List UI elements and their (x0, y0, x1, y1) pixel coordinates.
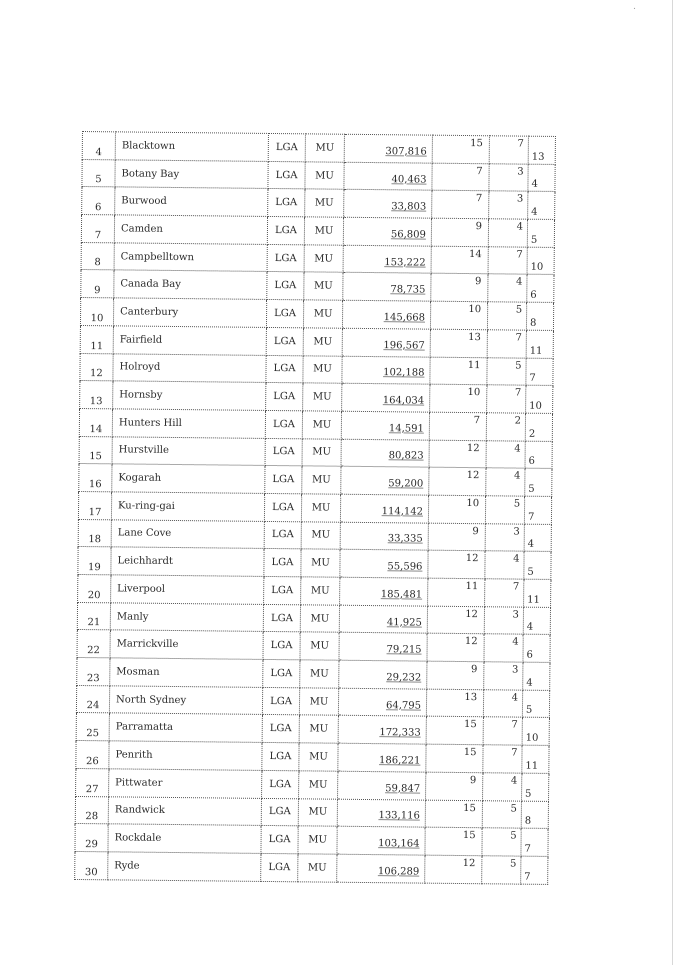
council-category: MU (303, 300, 342, 328)
row-number: 9 (81, 270, 114, 298)
population-value (341, 411, 429, 440)
population-value (343, 245, 431, 274)
col-a-value: 7 (432, 163, 489, 191)
col-a-value: 12 (427, 606, 484, 634)
council-name: Rockdale (108, 824, 261, 853)
table-body (75, 132, 556, 884)
population-value (343, 217, 431, 246)
row-number: 28 (75, 796, 108, 824)
col-a-value: 15 (425, 827, 482, 855)
col-c-value: 5 (524, 551, 551, 579)
council-table (74, 131, 556, 884)
council-name: Fairfield (113, 326, 266, 355)
council-category: MU (305, 189, 344, 217)
council-category: MU (298, 826, 337, 854)
row-number: 30 (75, 851, 108, 879)
council-type: LGA (263, 604, 300, 632)
population-value-text: 59,200 (388, 478, 424, 490)
population-value (339, 633, 427, 662)
col-c-value: 5 (525, 468, 552, 496)
col-c-value: 4 (523, 607, 550, 635)
council-name: Randwick (108, 796, 261, 825)
council-category: MU (303, 355, 342, 383)
council-type: LGA (262, 715, 299, 743)
council-category: MU (302, 466, 341, 494)
council-category: MU (301, 521, 340, 549)
row-number: 11 (80, 325, 113, 353)
col-a-value: 13 (426, 689, 483, 717)
col-c-value: 8 (521, 801, 548, 829)
population-value-text: 145,668 (383, 312, 426, 324)
population-value (338, 771, 426, 800)
col-b-value: 7 (483, 745, 522, 773)
population-value (342, 356, 430, 385)
council-category: MU (300, 660, 339, 688)
col-c-value: 10 (522, 718, 549, 746)
population-value (343, 273, 431, 302)
council-name: Marrickville (110, 630, 263, 659)
col-a-value: 10 (430, 384, 487, 412)
council-name: Manly (110, 603, 263, 632)
council-name: Ku-ring-gai (111, 492, 264, 521)
col-c-value: 5 (522, 773, 549, 801)
population-value-text: 153,222 (384, 256, 426, 269)
col-a-value: 11 (430, 357, 487, 385)
col-a-value: 15 (425, 800, 482, 828)
council-category: MU (300, 632, 339, 660)
council-type: LGA (261, 826, 298, 854)
col-b-value: 5 (487, 357, 526, 385)
row-number: 5 (82, 159, 115, 187)
council-category: MU (305, 134, 344, 162)
col-c-value: 4 (524, 524, 551, 552)
population-value-text: 102,188 (383, 367, 425, 379)
population-value (337, 826, 425, 855)
council-category: MU (299, 715, 338, 743)
col-c-value: 5 (522, 690, 549, 718)
col-b-value: 3 (484, 662, 523, 690)
col-a-value: 9 (427, 661, 484, 689)
council-name: Canterbury (113, 298, 266, 327)
row-number: 27 (76, 768, 109, 796)
population-value-text: 78,735 (390, 284, 426, 296)
council-type: LGA (264, 521, 301, 549)
council-name: Liverpool (111, 575, 264, 604)
col-a-value: 14 (431, 246, 488, 274)
council-type: LGA (265, 410, 302, 438)
council-category: MU (304, 272, 343, 300)
col-a-value: 7 (429, 412, 486, 440)
col-b-value: 7 (489, 136, 528, 164)
col-b-value: 4 (488, 219, 527, 247)
council-name: Ryde (108, 852, 261, 881)
council-type: LGA (266, 300, 303, 328)
council-name: Leichhardt (111, 547, 264, 576)
col-c-value: 5 (527, 219, 554, 247)
col-b-value: 3 (489, 163, 528, 191)
council-name: Penrith (109, 741, 262, 770)
population-value (344, 190, 432, 219)
row-number: 23 (77, 658, 110, 686)
col-c-value: 2 (525, 413, 552, 441)
row-number: 29 (75, 824, 108, 852)
col-b-value: 3 (484, 606, 523, 634)
population-value (337, 854, 425, 883)
council-name: Pittwater (109, 769, 262, 798)
col-b-value: 4 (485, 551, 524, 579)
col-c-value: 6 (523, 635, 550, 663)
council-type: LGA (261, 853, 298, 881)
col-b-value: 4 (483, 689, 522, 717)
col-b-value: 5 (482, 856, 521, 884)
population-value-text: 164,034 (382, 395, 425, 407)
row-number: 25 (76, 713, 109, 741)
col-a-value: 12 (429, 467, 486, 495)
population-value (342, 383, 430, 412)
council-name: North Sydney (109, 686, 262, 715)
population-value-text: 307,816 (385, 146, 427, 158)
col-c-value: 11 (522, 745, 549, 773)
population-value-text: 56,809 (390, 229, 426, 241)
row-number: 12 (80, 353, 113, 381)
row-number: 17 (78, 491, 111, 519)
corner-mark: ․ (633, 2, 637, 12)
council-type: LGA (262, 770, 299, 798)
col-a-value: 12 (425, 855, 482, 883)
col-c-value: 8 (526, 302, 553, 330)
council-name: Hurstville (112, 436, 265, 465)
council-type: LGA (267, 272, 304, 300)
col-c-value: 6 (525, 441, 552, 469)
council-name: Parramatta (109, 713, 262, 742)
council-name: Botany Bay (115, 160, 268, 189)
population-value-text: 40,463 (391, 173, 427, 186)
population-value-text: 114,142 (381, 505, 424, 518)
population-value (339, 605, 427, 634)
council-category: MU (299, 743, 338, 771)
col-b-value: 7 (485, 579, 524, 607)
col-c-value: 10 (527, 247, 554, 275)
population-value (344, 134, 432, 163)
council-type: LGA (263, 632, 300, 660)
row-number: 19 (78, 547, 111, 575)
col-b-value: 4 (484, 634, 523, 662)
council-type: LGA (268, 133, 305, 161)
council-type: LGA (268, 189, 305, 217)
col-a-value: 12 (427, 634, 484, 662)
col-a-value: 13 (430, 329, 487, 357)
council-type: LGA (268, 161, 305, 189)
col-b-value: 7 (488, 247, 527, 275)
col-b-value: 5 (482, 800, 521, 828)
col-a-value: 9 (426, 772, 483, 800)
council-type: LGA (267, 244, 304, 272)
col-b-value: 5 (482, 828, 521, 856)
population-value (341, 439, 429, 468)
council-name: Blacktown (115, 132, 268, 161)
population-value-text: 172,333 (379, 727, 421, 739)
row-number: 22 (77, 630, 110, 658)
col-c-value: 4 (523, 662, 550, 690)
council-type: LGA (261, 798, 298, 826)
population-value (340, 577, 428, 606)
population-value-text: 14,591 (388, 422, 424, 435)
council-name: Burwood (115, 187, 268, 216)
col-a-value: 9 (428, 523, 485, 551)
col-a-value: 15 (426, 717, 483, 745)
council-type: LGA (266, 355, 303, 383)
population-value-text: 64,795 (385, 699, 422, 712)
council-category: MU (302, 438, 341, 466)
council-category: MU (303, 328, 342, 356)
col-a-value: 9 (431, 274, 488, 302)
council-category: MU (302, 411, 341, 439)
population-value-text: 33,803 (391, 201, 427, 213)
council-type: LGA (263, 659, 300, 687)
council-type: LGA (265, 438, 302, 466)
population-value (340, 522, 428, 551)
council-category: MU (301, 549, 340, 577)
col-c-value: 13 (528, 136, 555, 164)
population-value-text: 196,567 (383, 339, 425, 352)
council-type: LGA (264, 549, 301, 577)
council-category: MU (299, 771, 338, 799)
row-number: 14 (79, 408, 112, 436)
council-category: MU (301, 494, 340, 522)
col-b-value: 4 (486, 468, 525, 496)
col-b-value: 5 (485, 496, 524, 524)
col-b-value: 7 (483, 717, 522, 745)
row-number: 20 (78, 574, 111, 602)
council-name: Holroyd (113, 353, 266, 382)
population-value (338, 743, 426, 772)
col-c-value: 4 (528, 164, 555, 192)
council-type: LGA (264, 576, 301, 604)
council-category: MU (299, 688, 338, 716)
council-category: MU (303, 383, 342, 411)
row-number: 24 (76, 685, 109, 713)
col-c-value: 7 (526, 358, 553, 386)
col-b-value: 4 (483, 773, 522, 801)
population-value (338, 716, 426, 745)
table-row (75, 851, 548, 884)
population-value (339, 660, 427, 689)
population-value-text: 185,481 (380, 588, 423, 601)
council-name: Hunters Hill (112, 409, 265, 438)
council-type: LGA (267, 217, 304, 245)
population-value-text: 41,925 (386, 616, 422, 629)
population-value (341, 466, 429, 495)
population-value (342, 328, 430, 357)
row-number: 4 (82, 132, 115, 160)
col-a-value: 9 (431, 218, 488, 246)
population-value-text: 55,596 (387, 561, 423, 573)
council-category: MU (304, 245, 343, 273)
population-value (338, 688, 426, 717)
col-a-value: 10 (430, 301, 487, 329)
population-value-text: 133,116 (378, 810, 420, 822)
council-type: LGA (262, 743, 299, 771)
population-value-text: 79,215 (386, 644, 422, 656)
col-c-value: 10 (526, 385, 553, 413)
col-c-value: 7 (524, 496, 551, 524)
col-a-value: 10 (428, 495, 485, 523)
col-c-value: 7 (521, 828, 548, 856)
population-value (340, 550, 428, 579)
population-value-text: 186,221 (379, 755, 421, 767)
col-b-value: 4 (488, 274, 527, 302)
row-number: 8 (81, 242, 114, 270)
col-a-value: 11 (428, 578, 485, 606)
council-category: MU (298, 798, 337, 826)
col-a-value: 12 (429, 440, 486, 468)
row-number: 13 (80, 381, 113, 409)
population-value-text: 33,335 (387, 533, 423, 546)
col-b-value: 5 (487, 302, 526, 330)
row-number: 18 (78, 519, 111, 547)
col-c-value: 11 (524, 579, 551, 607)
council-type: LGA (266, 383, 303, 411)
population-value-text: 29,232 (386, 672, 422, 684)
council-name: Camden (114, 215, 267, 244)
council-category: MU (301, 577, 340, 605)
council-category: MU (298, 854, 337, 882)
population-value (344, 162, 432, 191)
col-c-value: 11 (526, 330, 553, 358)
col-b-value: 7 (487, 385, 526, 413)
council-name: Campbelltown (114, 243, 267, 272)
council-type: LGA (265, 466, 302, 494)
council-category: MU (304, 217, 343, 245)
council-type: LGA (262, 687, 299, 715)
col-b-value: 3 (489, 191, 528, 219)
col-a-value: 15 (426, 744, 483, 772)
row-number: 15 (79, 436, 112, 464)
council-name: Mosman (110, 658, 263, 687)
col-c-value: 6 (527, 275, 554, 303)
col-a-value: 15 (432, 135, 489, 163)
row-number: 21 (77, 602, 110, 630)
col-a-value: 12 (428, 550, 485, 578)
population-value-text: 80,823 (388, 450, 424, 463)
col-b-value: 4 (486, 440, 525, 468)
population-value (340, 494, 428, 523)
row-number: 16 (79, 464, 112, 492)
col-a-value: 7 (432, 191, 489, 219)
council-name: Lane Cove (111, 519, 264, 548)
council-name: Canada Bay (114, 270, 267, 299)
col-b-value: 3 (485, 523, 524, 551)
council-category: MU (300, 605, 339, 633)
col-c-value: 4 (528, 192, 555, 220)
council-category: MU (305, 162, 344, 190)
council-name: Kogarah (112, 464, 265, 493)
row-number: 26 (76, 741, 109, 769)
population-value (337, 799, 425, 828)
population-value (342, 300, 430, 329)
council-type: LGA (264, 493, 301, 521)
population-value-text: 59,847 (385, 782, 421, 795)
row-number: 6 (82, 187, 115, 215)
page-edge (672, 0, 673, 965)
row-number: 10 (80, 298, 113, 326)
col-c-value: 7 (521, 856, 548, 884)
population-value-text: 106,289 (377, 865, 420, 878)
col-b-value: 7 (487, 330, 526, 358)
council-type: LGA (266, 327, 303, 355)
row-number: 7 (81, 215, 114, 243)
population-value-text: 103,164 (378, 838, 420, 850)
council-name: Hornsby (113, 381, 266, 410)
col-b-value: 2 (486, 413, 525, 441)
